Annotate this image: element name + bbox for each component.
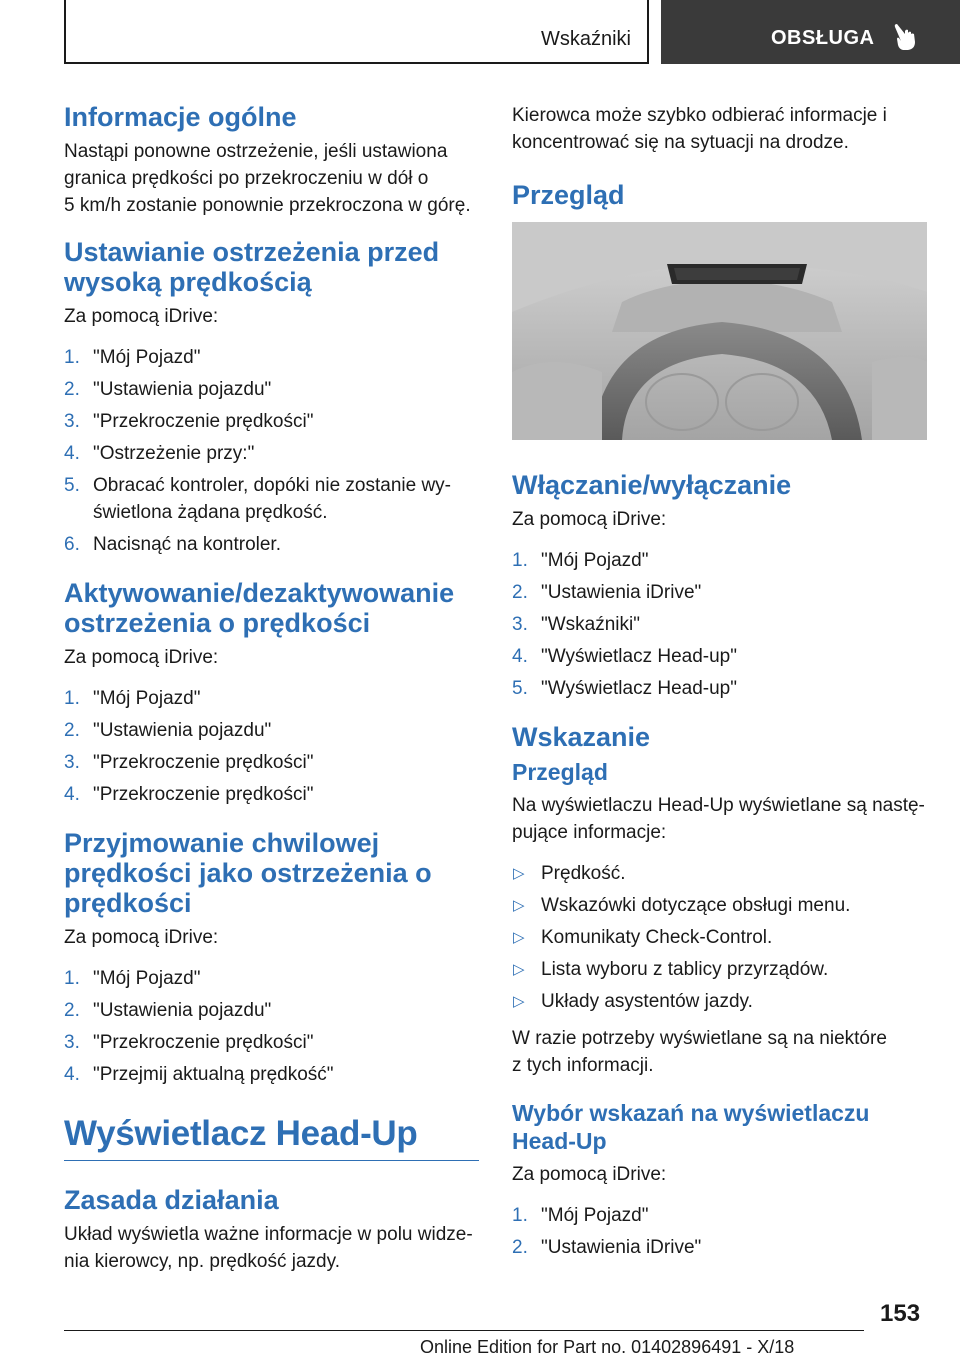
right-column xyxy=(512,102,927,1281)
list-item: 3. "Wskaźniki" xyxy=(512,614,640,635)
list-item: ▷ Wskazówki dotyczące obsługi menu. xyxy=(512,892,927,919)
header-chapter-tab xyxy=(661,0,960,64)
header-section-box xyxy=(64,0,649,64)
header-chapter-title: OBSŁUGA xyxy=(771,27,875,49)
list-item: 1. "Mój Pojazd" xyxy=(64,968,201,989)
adopt-speed-intro: Za pomocą iDrive: xyxy=(64,927,219,948)
pointing-hand-icon xyxy=(893,22,919,52)
display-overview-text: Na wyświetlaczu Head-Up wyświetlane są nastę- pujące informacje: xyxy=(512,795,925,843)
adopt-speed-steps xyxy=(64,965,479,1088)
triangle-bullet-icon: ▷ xyxy=(513,865,525,882)
chapter-heading-wrap xyxy=(64,1114,479,1161)
triangle-bullet-icon: ▷ xyxy=(513,961,525,978)
list-item: 1. "Mój Pojazd" xyxy=(512,1205,649,1226)
triangle-bullet-icon: ▷ xyxy=(513,897,525,914)
section-title-display: Wskazanie xyxy=(512,722,651,752)
section-title-principle: Zasada działania xyxy=(64,1185,279,1215)
high-speed-warning-intro: Za pomocą iDrive: xyxy=(64,306,219,327)
list-item: 6. Nacisnąć na kontroler. xyxy=(64,534,281,555)
display-after-text: W razie potrzeby wyświetlane są na niektóre z tych informacji. xyxy=(512,1028,887,1076)
triangle-bullet-icon: ▷ xyxy=(513,929,525,946)
activate-warning-steps xyxy=(64,685,479,808)
select-display-steps xyxy=(512,1202,927,1261)
page-number: 153 xyxy=(880,1300,921,1327)
list-item: 2. "Ustawienia iDrive" xyxy=(512,1237,702,1258)
list-item: 1. "Mój Pojazd" xyxy=(64,688,201,709)
list-item: ▷ Lista wyboru z tablicy przyrządów. xyxy=(512,956,927,983)
display-info-bullets xyxy=(512,860,927,1015)
list-item: ▷ Układy asystentów jazdy. xyxy=(512,988,927,1015)
select-display-intro: Za pomocą iDrive: xyxy=(512,1164,667,1185)
list-item: 4. "Ostrzeżenie przy:" xyxy=(64,443,255,464)
list-item: 2. "Ustawienia pojazdu" xyxy=(64,1000,272,1021)
list-item: 4. "Przekroczenie prędkości" xyxy=(64,784,314,805)
principle-text-continued: Kierowca może szybko odbierać informacje i koncentrować się na sytuacji na drodze. xyxy=(512,105,887,153)
general-info-text: Nastąpi ponowne ostrzeżenie, jeśli ustawiona granica prędkości po przekroczeniu w dół o 5 km/h zostanie ponownie przekroczona w górę. xyxy=(64,141,471,216)
head-up-display-photo xyxy=(512,222,927,440)
list-item: 2. "Ustawienia iDrive" xyxy=(512,582,702,603)
list-item: 1. "Mój Pojazd" xyxy=(64,347,201,368)
list-item: 5. Obracać kontroler, dopóki nie zostanie wy- świetlona żądana prędkość. xyxy=(64,475,452,523)
header-section-title: Wskaźniki xyxy=(540,28,631,50)
chapter-heading-head-up-display: Wyświetlacz Head-Up xyxy=(64,1114,418,1153)
list-item: 4. "Wyświetlacz Head-up" xyxy=(512,646,737,667)
footer-divider xyxy=(64,1330,864,1331)
triangle-bullet-icon: ▷ xyxy=(513,993,525,1010)
on-off-intro: Za pomocą iDrive: xyxy=(512,509,667,530)
subsection-title-select-display: Wybór wskazań na wyświetlaczu Head-Up xyxy=(512,1100,870,1154)
section-title-high-speed-warning: Ustawianie ostrzeżenia przed wysoką prędkością xyxy=(64,237,440,297)
on-off-steps xyxy=(512,547,927,702)
section-title-general-info: Informacje ogólne xyxy=(64,102,297,132)
list-item: 5. "Wyświetlacz Head-up" xyxy=(512,678,737,699)
section-title-on-off: Włączanie/wyłączanie xyxy=(512,470,792,500)
footer-edition-text: Online Edition for Part no. 01402896491 - X/18 xyxy=(420,1337,795,1357)
list-item: 4. "Przejmij aktualną prędkość" xyxy=(64,1064,334,1085)
list-item: 3. "Przekroczenie prędkości" xyxy=(64,411,314,432)
activate-warning-intro: Za pomocą iDrive: xyxy=(64,647,219,668)
section-title-activate-warning: Aktywowanie/dezaktywowanie ostrzeżenia o prędkości xyxy=(64,578,455,638)
high-speed-warning-steps xyxy=(64,344,479,558)
principle-text: Układ wyświetla ważne informacje w polu widze- nia kierowcy, np. prędkość jazdy. xyxy=(64,1224,473,1272)
list-item: ▷ Komunikaty Check-Control. xyxy=(512,924,927,951)
list-item: 3. "Przekroczenie prędkości" xyxy=(64,752,314,773)
subsection-title-overview: Przegląd xyxy=(512,759,608,785)
list-item: 2. "Ustawienia pojazdu" xyxy=(64,379,272,400)
list-item: ▷ Prędkość. xyxy=(512,860,927,887)
section-title-adopt-speed: Przyjmowanie chwilowej prędkości jako ostrzeżenia o prędkości xyxy=(64,828,432,918)
dashboard-illustration xyxy=(512,222,927,440)
section-title-overview: Przegląd xyxy=(512,180,625,210)
list-item: 1. "Mój Pojazd" xyxy=(512,550,649,571)
left-column xyxy=(64,102,479,1293)
list-item: 3. "Przekroczenie prędkości" xyxy=(64,1032,314,1053)
list-item: 2. "Ustawienia pojazdu" xyxy=(64,720,272,741)
